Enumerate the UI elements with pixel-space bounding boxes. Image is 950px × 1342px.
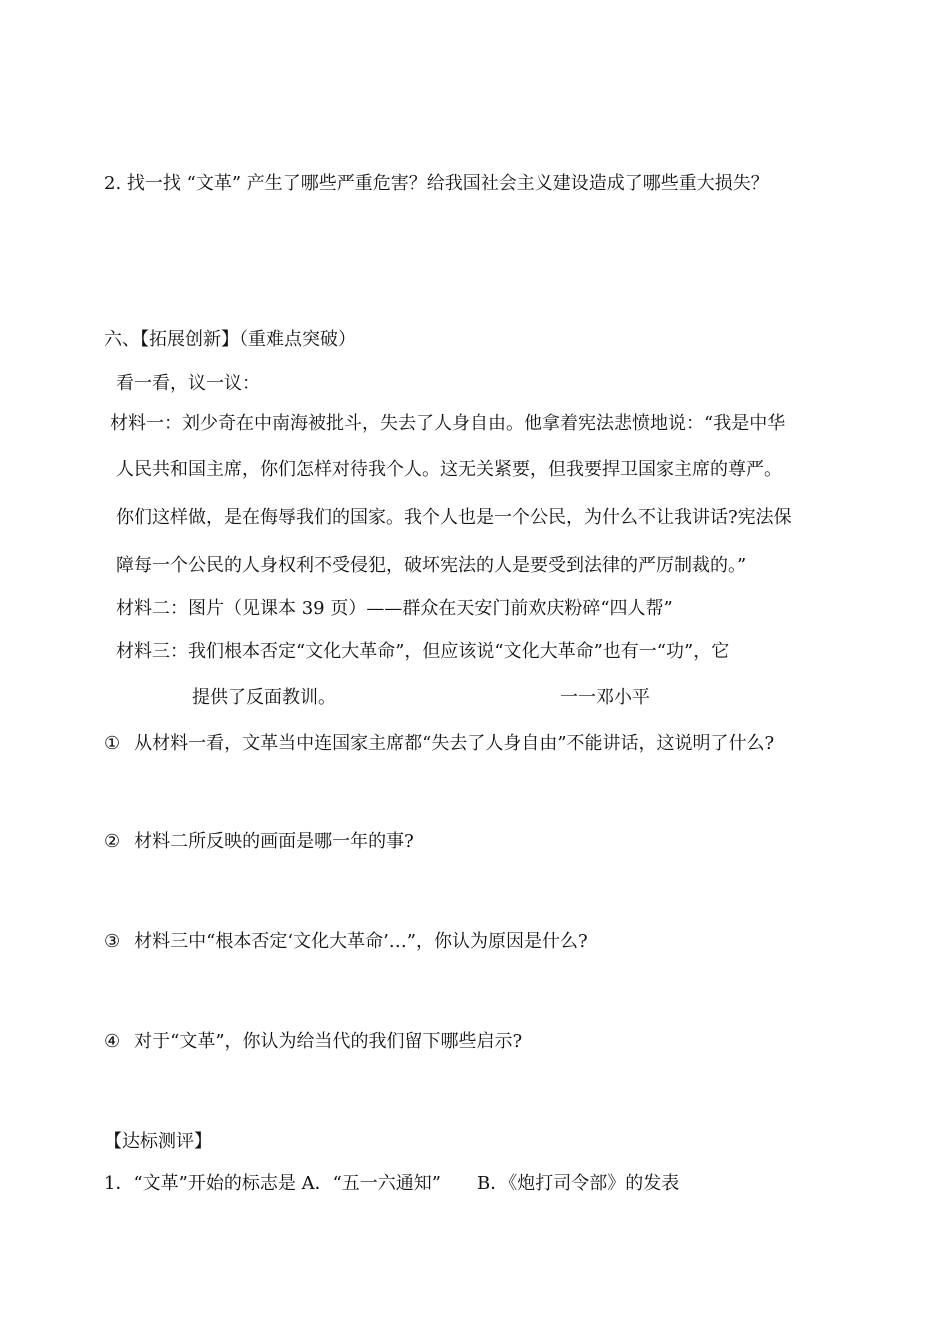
- section-6-intro: 看一看，议一议：: [116, 373, 260, 394]
- section-6-heading: 六、【拓展创新】（重难点突破）: [104, 329, 356, 350]
- material-1-line-1: 材料一：刘少奇在中南海被批斗，失去了人身自由。他拿着宪法悲愤地说：“我是中华: [110, 413, 786, 434]
- question-item: [104, 830, 414, 854]
- assessment-heading: 【达标测评】: [104, 1131, 212, 1152]
- question-text: 材料三中“根本否定‘文化大革命’…”，你认为原因是什么?: [134, 931, 588, 952]
- question-item: [104, 1030, 522, 1054]
- question-2: 2. 找一找 “文革” 产生了哪些严重危害？给我国社会主义建设造成了哪些重大损失？: [104, 173, 769, 194]
- material-1-line-2: 人民共和国主席，你们怎样对待我个人。这无关紧要，但我要捍卫国家主席的尊严。: [116, 459, 782, 480]
- question-text: 材料二所反映的画面是哪一年的事?: [134, 831, 414, 852]
- question-item: [104, 732, 774, 756]
- material-1-line-3: 你们这样做，是在侮辱我们的国家。我个人也是一个公民，为什么不让我讲话?宪法保: [116, 507, 792, 528]
- material-1-line-4: 障每一个公民的人身权利不受侵犯，破坏宪法的人是要受到法律的严厉制裁的。”: [116, 555, 747, 576]
- material-3-line-2: 提供了反面教训。: [192, 687, 336, 708]
- material-2: 材料二：图片（见课本 39 页）——群众在天安门前欢庆粉碎“四人帮”: [116, 598, 673, 619]
- question-text: 从材料一看，文革当中连国家主席都“失去了人身自由”不能讲话，这说明了什么?: [134, 733, 775, 754]
- assessment-question-1: 1．“文革”开始的标志是 A．“五一六通知” B．《炮打司令部》的发表: [104, 1173, 680, 1194]
- material-3-line-1: 材料三：我们根本否定“文化大革命”，但应该说“文化大革命”也有一“功”，它: [116, 641, 730, 662]
- question-number: ②: [104, 831, 121, 852]
- question-number: ④: [104, 1031, 121, 1052]
- material-3-author: 一一邓小平: [560, 687, 650, 708]
- question-number: ①: [104, 733, 121, 754]
- question-text: 对于“文革”，你认为给当代的我们留下哪些启示?: [134, 1031, 523, 1052]
- question-item: [104, 930, 588, 954]
- question-number: ③: [104, 931, 121, 952]
